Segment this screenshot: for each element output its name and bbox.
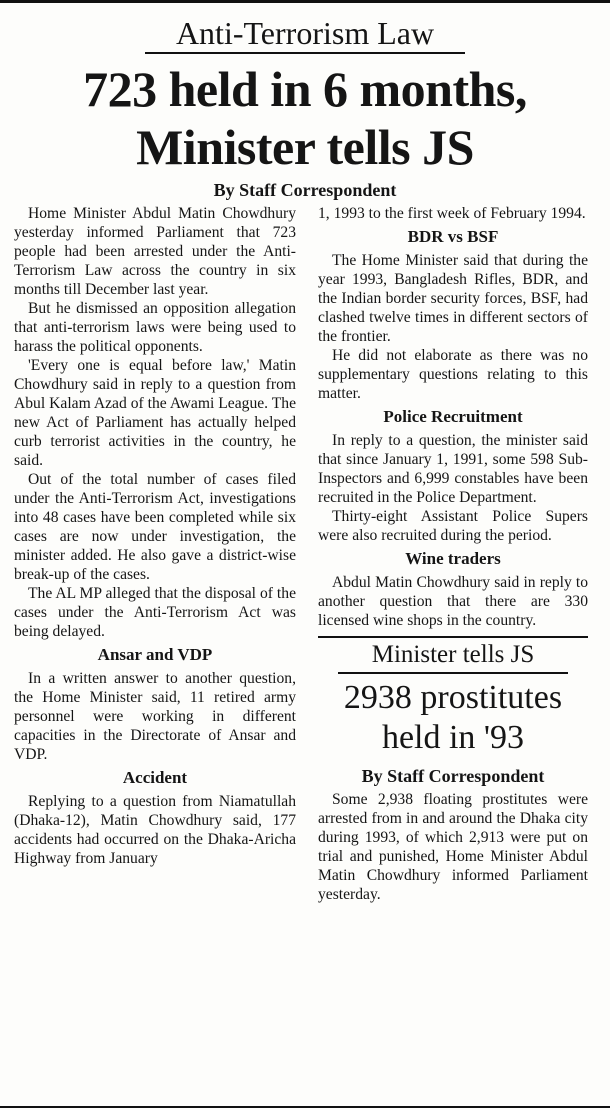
paragraph: Out of the total number of cases filed under the Anti-Terrorism Act, investigations into 48 cases have been completed while six cases are now under investigation, the minister added. He also gave a district-wise break-up of the cases. [14, 471, 296, 583]
paragraph: The Home Minister said that during the year 1993, Bangladesh Rifles, BDR, and the Indian border security forces, BSF, had clashed twelve times in different sectors of the frontier. [318, 252, 588, 345]
subheading-police: Police Recruitment [383, 407, 523, 426]
subheading-ansar: Ansar and VDP [97, 645, 213, 664]
kicker-underline [145, 52, 465, 54]
sidebar-kicker: Minister tells JS [371, 641, 535, 668]
paragraph: He did not elaborate as there was no supplementary questions relating to this matter. [318, 347, 588, 402]
paragraph: The AL MP alleged that the disposal of the cases under the Anti-Terrorism Act was being delayed. [14, 585, 296, 640]
paragraph: Abdul Matin Chowdhury said in reply to another question that there are 330 licensed wine shops in the country. [318, 574, 588, 629]
sidebar-paragraph: Some 2,938 floating prostitutes were arrested from in and around the Dhaka city during 1993, of which 2,913 were put on trial and punished, Home Minister Abdul Matin Chowdhury informed Parliament yesterday. [318, 791, 588, 903]
sidebar-headline [318, 678, 588, 758]
paragraph: 'Every one is equal before law,' Matin Chowdhury said in reply to a question from Abul Kalam Azad of the Awami League. The new Act of Parliament has actually helped curb terrorist activities in the country, he said. [14, 357, 296, 469]
left-column [14, 204, 296, 868]
paragraph: Home Minister Abdul Matin Chowdhury yesterday informed Parliament that 723 people had been arrested under the Anti-Terrorism Law across the country in six months till December last year. [14, 205, 296, 298]
paragraph: Thirty-eight Assistant Police Supers were also recruited during the period. [318, 508, 588, 544]
article-headline [0, 60, 610, 176]
sidebar-article [318, 636, 588, 904]
paragraph-continued: 1, 1993 to the first week of February 1994. [318, 205, 586, 222]
headline-line-1: 723 held in 6 months, [83, 61, 527, 117]
right-column [318, 204, 588, 904]
sidebar-byline: By Staff Correspondent [361, 766, 545, 786]
paragraph: But he dismissed an opposition allegation that anti-terrorism laws were being used to harass the political opponents. [14, 300, 296, 355]
paragraph: In a written answer to another question, the Home Minister said, 11 retired army personnel were working in different capacities in the Directorate of Ansar and VDP. [14, 670, 296, 763]
subheading-bdr: BDR vs BSF [407, 227, 499, 246]
subheading-accident: Accident [122, 768, 188, 787]
top-rule [0, 0, 610, 3]
bottom-rule [0, 1106, 610, 1108]
article-kicker: Anti-Terrorism Law [175, 15, 435, 51]
paragraph: Replying to a question from Niamatullah (Dhaka-12), Matin Chowdhury said, 177 accidents had occurred on the Dhaka-Aricha Highway from January [14, 793, 296, 867]
headline-line-2: Minister tells JS [136, 119, 474, 175]
sidebar-kicker-underline [338, 672, 568, 674]
sidebar-headline-line-1: 2938 prostitutes [343, 679, 563, 716]
sidebar-headline-line-2: held in '93 [381, 719, 525, 756]
subheading-wine: Wine traders [405, 549, 501, 568]
paragraph: In reply to a question, the minister said that since January 1, 1991, some 598 Sub-Inspectors and 6,999 constables have been recruited in the Police Department. [318, 432, 588, 506]
article-byline: By Staff Correspondent [213, 180, 397, 200]
